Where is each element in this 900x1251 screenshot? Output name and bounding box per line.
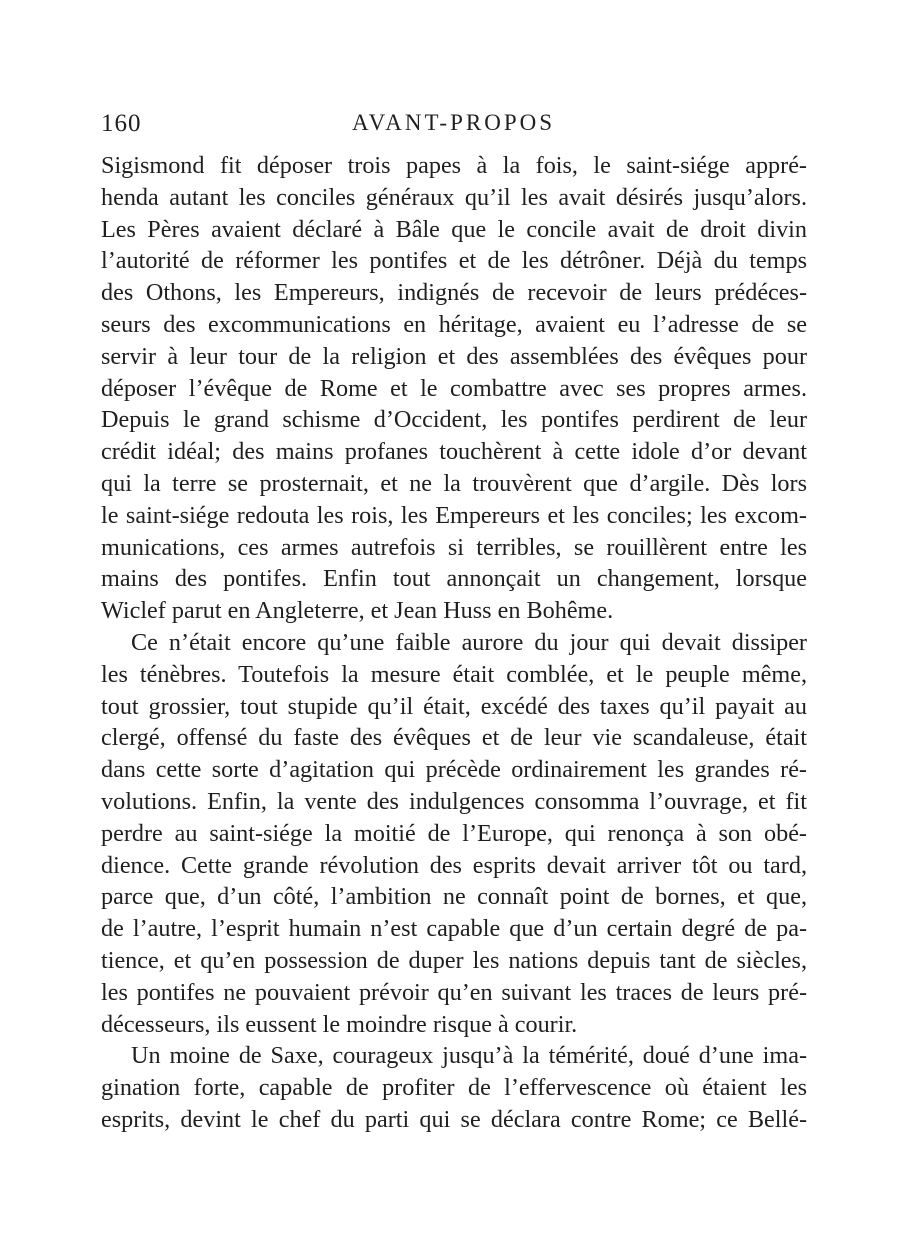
text-line: clergé, offensé du faste des évêques et de leur vie scandaleuse, était	[101, 724, 807, 752]
text-line: volutions. Enfin, la vente des indulgences consomma l’ouvrage, et fit	[101, 787, 807, 815]
text-line: Depuis le grand schisme d’Occident, les pontifes perdirent de leur	[101, 406, 807, 434]
text-line: des Othons, les Empereurs, indignés de recevoir de leurs prédéces-	[101, 279, 807, 307]
text-line: seurs des excommunications en héritage, avaient eu l’adresse de se	[101, 310, 807, 338]
text-line: esprits, devint le chef du parti qui se déclara contre Rome; ce Bellé-	[101, 1105, 807, 1133]
text-line: perdre au saint-siége la moitié de l’Europe, qui renonça à son obé-	[101, 819, 807, 847]
page-number: 160	[101, 110, 142, 137]
running-head	[101, 110, 806, 140]
text-line: gination forte, capable de profiter de l’effervescence où étaient les	[101, 1074, 807, 1102]
text-line: décesseurs, ils eussent le moindre risque à courir.	[101, 1010, 578, 1038]
text-line: tout grossier, tout stupide qu’il était, excédé des taxes qu’il payait au	[101, 692, 807, 720]
text-line: tience, et qu’en possession de duper les nations depuis tant de siècles,	[101, 946, 807, 974]
text-line: mains des pontifes. Enfin tout annonçait un changement, lorsque	[101, 565, 807, 593]
text-line: déposer l’évêque de Rome et le combattre avec ses propres armes.	[101, 374, 807, 402]
text-line: crédit idéal; des mains profanes touchèrent à cette idole d’or devant	[101, 438, 807, 466]
text-line: l’autorité de réformer les pontifes et de les détrôner. Déjà du temps	[101, 247, 807, 275]
text-line: dience. Cette grande révolution des esprits devait arriver tôt ou tard,	[101, 851, 807, 879]
text-line: dans cette sorte d’agitation qui précède ordinairement les grandes ré-	[101, 756, 807, 784]
text-line: parce que, d’un côté, l’ambition ne connaît point de bornes, et que,	[101, 883, 807, 911]
text-line: les ténèbres. Toutefois la mesure était comblée, et le peuple même,	[101, 660, 807, 688]
text-line: qui la terre se prosternait, et ne la trouvèrent que d’argile. Dès lors	[101, 469, 807, 497]
text-line: servir à leur tour de la religion et des assemblées des évêques pour	[101, 342, 807, 370]
text-line: Sigismond fit déposer trois papes à la fois, le saint-siége appré-	[101, 152, 807, 179]
running-title: AVANT-PROPOS	[351, 110, 556, 135]
paragraph-first-line: Un moine de Saxe, courageux jusqu’à la témérité, doué d’une ima-	[131, 1042, 807, 1070]
text-line: henda autant les conciles généraux qu’il les avait désirés jusqu’alors.	[101, 183, 807, 211]
text-line: munications, ces armes autrefois si terribles, se rouillèrent entre les	[101, 533, 807, 561]
paragraph-first-line: Ce n’était encore qu’une faible aurore du jour qui devait dissiper	[131, 628, 807, 656]
body-text	[101, 150, 807, 1136]
text-line: Les Pères avaient déclaré à Bâle que le concile avait de droit divin	[101, 215, 807, 243]
text-line: Wiclef parut en Angleterre, et Jean Huss en Bohême.	[101, 597, 614, 625]
text-line: le saint-siége redouta les rois, les Empereurs et les conciles; les excom-	[101, 501, 807, 529]
text-line: de l’autre, l’esprit humain n’est capable que d’un certain degré de pa-	[101, 915, 807, 943]
text-line: les pontifes ne pouvaient prévoir qu’en suivant les traces de leurs pré-	[101, 978, 807, 1006]
